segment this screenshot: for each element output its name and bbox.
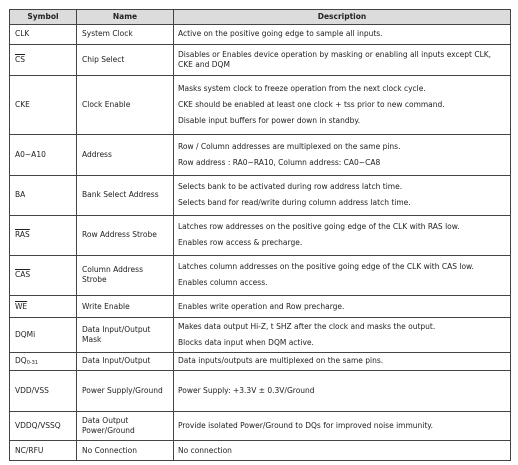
pin-description-table: [9, 9, 511, 461]
table-row: [10, 135, 511, 176]
description-cell: [174, 441, 511, 461]
description-line: Enables write operation and Row precharge.: [178, 301, 345, 311]
description-cell: [174, 175, 511, 215]
description-line: Row / Column addresses are multiplexed on the same pins.: [178, 141, 401, 151]
description-cell: [174, 318, 511, 353]
description-cell: [174, 135, 511, 176]
description-line: Selects band for read/write during column address latch time.: [178, 198, 411, 208]
table-row: [10, 76, 511, 135]
name-cell: Row Address Strobe: [77, 215, 174, 255]
table-row: [10, 255, 511, 296]
description-line: Makes data output Hi-Z, t SHZ after the clock and masks the output.: [178, 322, 436, 332]
symbol-cell: NC/RFU: [10, 441, 77, 461]
table-row: [10, 44, 511, 75]
description-line: Enables row access & precharge.: [178, 238, 303, 248]
symbol-subscript: 0-31: [26, 359, 39, 366]
table-row: [10, 411, 511, 440]
description-line: Disables or Enables device operation by masking or enabling all inputs except CLK, CKE and DQM: [178, 50, 492, 70]
table-row: [10, 215, 511, 255]
description-line: Masks system clock to freeze operation from the next clock cycle.: [178, 84, 426, 94]
description-line: Row address : RA0~RA10, Column address: CA0~CA8: [178, 157, 381, 167]
description-cell: [174, 411, 511, 440]
name-cell: Write Enable: [77, 296, 174, 318]
description-line: No connection: [178, 445, 232, 455]
name-cell: System Clock: [77, 25, 174, 45]
symbol-cell: VDD/VSS: [10, 370, 77, 411]
description-cell: [174, 215, 511, 255]
description-cell: [174, 296, 511, 318]
table-row: [10, 370, 511, 411]
symbol-cell: [10, 352, 77, 370]
description-line: Active on the positive going edge to sample all inputs.: [178, 29, 383, 39]
name-cell: Data Output Power/Ground: [77, 411, 174, 440]
name-cell: No Connection: [77, 441, 174, 461]
name-header: Name: [77, 10, 174, 25]
description-cell: [174, 25, 511, 45]
symbol-text: DQ: [15, 355, 27, 365]
symbol-cell: $\overline{WE}$: [10, 296, 77, 318]
table-row: [10, 318, 511, 353]
symbol-cell: VDDQ/VSSQ: [10, 411, 77, 440]
name-cell: Data Input/Output Mask: [77, 318, 174, 353]
description-cell: [174, 44, 511, 75]
name-cell: Clock Enable: [77, 76, 174, 135]
symbol-cell: $\overline{CAS}$: [10, 255, 77, 296]
description-line: Blocks data input when DQM active.: [178, 338, 314, 348]
symbol-cell: DQMi: [10, 318, 77, 353]
description-line: Data inputs/outputs are multiplexed on the same pins.: [178, 356, 384, 366]
description-line: Latches column addresses on the positive going edge of the CLK with CAS low.: [178, 262, 474, 272]
description-cell: [174, 370, 511, 411]
description-line: Enables column access.: [178, 278, 268, 288]
description-cell: [174, 255, 511, 296]
symbol-cell: A0~A10: [10, 135, 77, 176]
description-line: Latches row addresses on the positive going edge of the CLK with RAS low.: [178, 222, 460, 232]
symbol-cell: BA: [10, 175, 77, 215]
table-row: [10, 25, 511, 45]
description-line: Power Supply: +3.3V ± 0.3V/Ground: [178, 385, 315, 395]
table-row: [10, 352, 511, 370]
description-line: Selects bank to be activated during row address latch time.: [178, 182, 403, 192]
table-row: [10, 296, 511, 318]
symbol-cell: CLK: [10, 25, 77, 45]
symbol-cell: $\overline{CS}$: [10, 44, 77, 75]
name-cell: Power Supply/Ground: [77, 370, 174, 411]
table-row: [10, 441, 511, 461]
name-cell: Chip Select: [77, 44, 174, 75]
symbol-cell: CKE: [10, 76, 77, 135]
symbol-header: Symbol: [10, 10, 77, 25]
description-line: Provide isolated Power/Ground to DQs for improved noise immunity.: [178, 420, 434, 430]
name-cell: Bank Select Address: [77, 175, 174, 215]
description-cell: [174, 76, 511, 135]
table-row: [10, 175, 511, 215]
description-header: Description: [174, 10, 511, 25]
description-cell: [174, 352, 511, 370]
name-cell: Column Address Strobe: [77, 255, 174, 296]
description-line: Disable input buffers for power down in standby.: [178, 116, 361, 126]
name-cell: Data Input/Output: [77, 352, 174, 370]
symbol-cell: $\overline{RAS}$: [10, 215, 77, 255]
description-line: CKE should be enabled at least one clock + tss prior to new command.: [178, 100, 445, 110]
header-row: [10, 10, 511, 25]
name-cell: Address: [77, 135, 174, 176]
